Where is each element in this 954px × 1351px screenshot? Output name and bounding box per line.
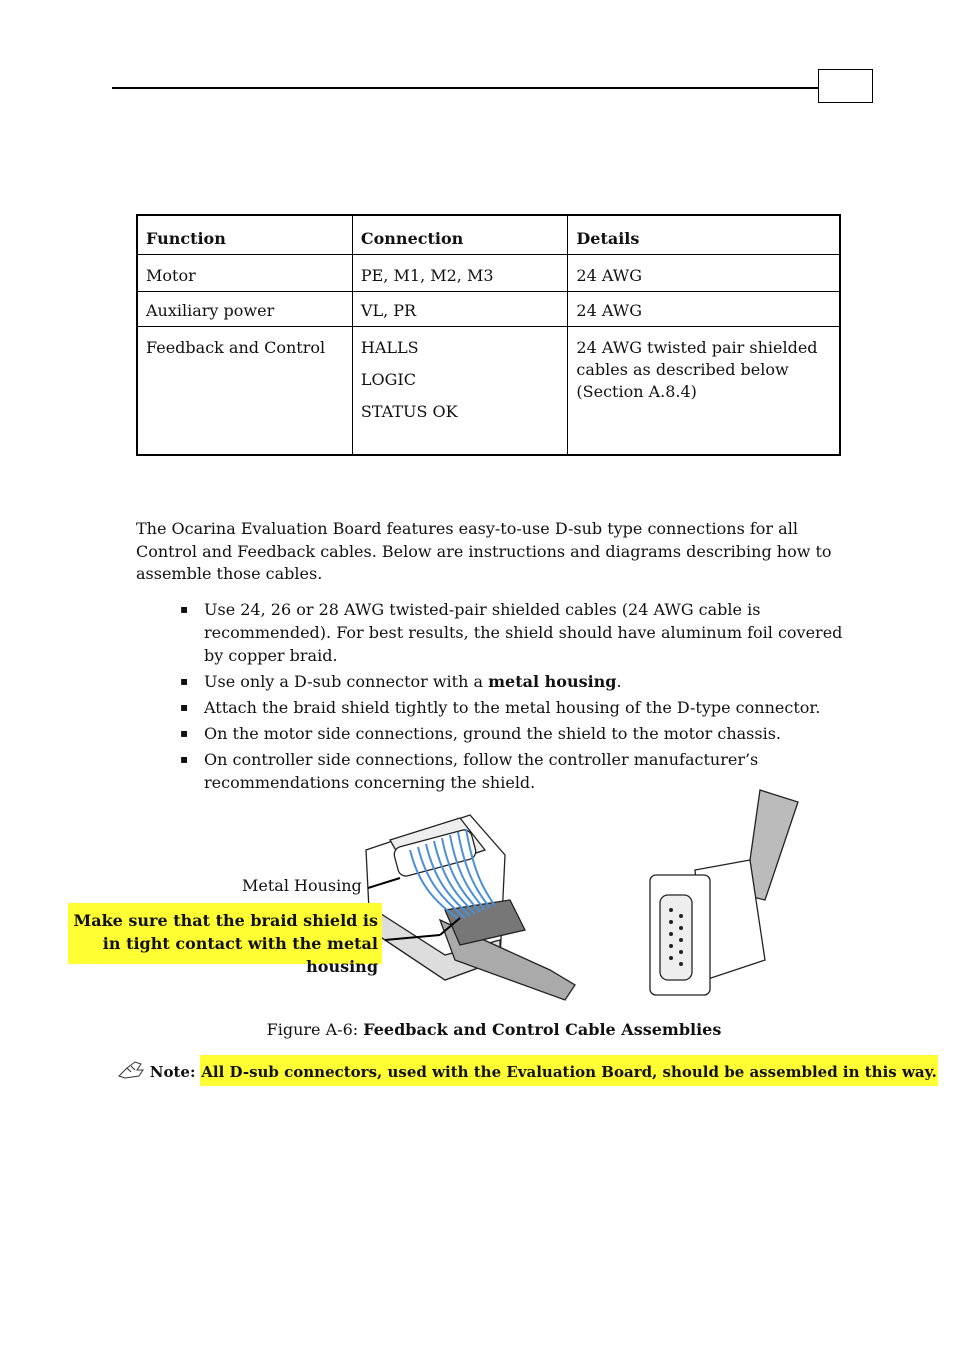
list-text: . <box>616 672 622 691</box>
table-cell <box>352 327 568 455</box>
table-cell: VL, PR <box>352 292 568 327</box>
list-text: Use only a D-sub connector with a <box>204 672 489 691</box>
table-header: Function <box>137 215 352 255</box>
table-header-row <box>137 215 840 255</box>
table-cell: 24 AWG <box>568 292 840 327</box>
connection-line: STATUS OK <box>360 402 458 421</box>
table-cell: Feedback and Control <box>137 327 352 455</box>
cable-spec-table <box>136 214 841 456</box>
table-cell <box>568 327 840 455</box>
header-rule <box>112 87 818 89</box>
note-label: Note: <box>149 1063 196 1081</box>
table-cell: Motor <box>137 255 352 292</box>
open-connector-drawing <box>366 815 575 1000</box>
figure-caption <box>0 1020 954 1039</box>
table-row <box>137 292 840 327</box>
table-header: Connection <box>352 215 568 255</box>
closed-connector-drawing <box>650 790 798 995</box>
table-header: Details <box>568 215 840 255</box>
connection-line: LOGIC <box>360 370 416 389</box>
list-item: ▪ Use 24, 26 or 28 AWG twisted-pair shielded cables (24 AWG cable is recommended). For best results, the shield should have aluminum foil covered by copper braid. <box>204 598 864 667</box>
note-block <box>117 1058 938 1081</box>
table-cell: PE, M1, M2, M3 <box>352 255 568 292</box>
table-cell: Auxiliary power <box>137 292 352 327</box>
note-hand-icon <box>117 1058 145 1080</box>
note-text: All D-sub connectors, used with the Evaluation Board, should be assembled in this way. <box>200 1055 938 1086</box>
page-number-box <box>818 69 873 103</box>
caption-title: Feedback and Control Cable Assemblies <box>363 1020 722 1039</box>
intro-paragraph: The Ocarina Evaluation Board features easy-to-use D-sub type connections for all Control and Feedback cables. Below are instructions and diagrams describing how to assemble those cables. <box>136 519 832 583</box>
list-item: ▪ On the motor side connections, ground the shield to the motor chassis. <box>204 722 864 745</box>
details-line: cables as described below <box>576 360 789 379</box>
braid-shield-callout: Make sure that the braid shield is in tight contact with the metal housing <box>68 903 382 964</box>
table-row <box>137 327 840 455</box>
metal-housing-label: Metal Housing <box>242 876 362 895</box>
list-item: ▪ On controller side connections, follow the controller manufacturer’s recommendations concerning the shield. <box>204 748 864 794</box>
instruction-list <box>204 598 864 797</box>
list-item <box>204 670 864 693</box>
details-line: 24 AWG twisted pair shielded <box>576 338 818 357</box>
table-row <box>137 255 840 292</box>
cable-assembly-figure <box>350 780 810 1010</box>
list-item: ▪ Attach the braid shield tightly to the metal housing of the D-type connector. <box>204 696 864 719</box>
list-emphasis: metal housing <box>488 672 617 691</box>
details-line: (Section A.8.4) <box>576 382 697 401</box>
caption-prefix: Figure A-6: <box>266 1020 364 1039</box>
table-cell: 24 AWG <box>568 255 840 292</box>
connection-line: HALLS <box>360 338 419 357</box>
